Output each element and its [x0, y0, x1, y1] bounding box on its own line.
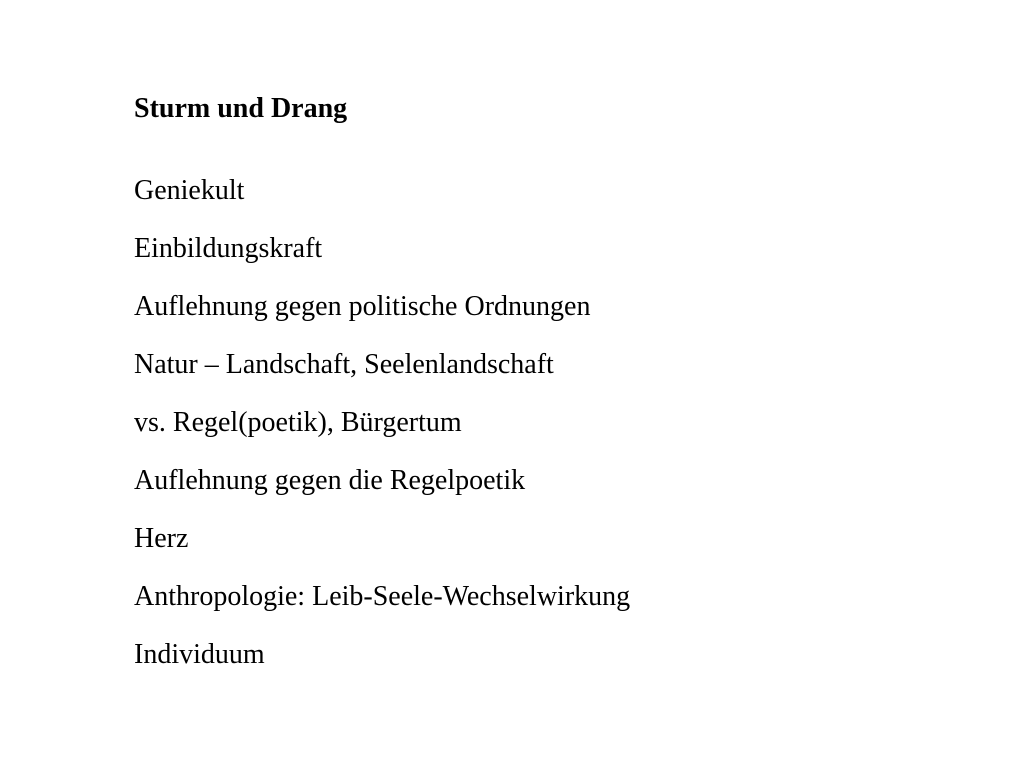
term-geniekult: Geniekult: [134, 175, 245, 206]
term-regelpoetik-buergertum: vs. Regel(poetik), Bürgertum: [134, 407, 462, 438]
term-natur-landschaft: Natur – Landschaft, Seelenlandschaft: [134, 349, 554, 380]
term-list: [134, 173, 630, 695]
term-individuum: Individuum: [134, 639, 265, 670]
term-einbildungskraft: Einbildungskraft: [134, 233, 323, 264]
term-auflehnung-politische-ordnungen: Auflehnung gegen politische Ordnungen: [134, 291, 591, 322]
slide-title: Sturm und Drang: [134, 93, 348, 124]
term-anthropologie: Anthropologie: Leib-Seele-Wechselwirkung: [134, 581, 631, 612]
term-auflehnung-regelpoetik: Auflehnung gegen die Regelpoetik: [134, 465, 526, 496]
term-herz: Herz: [134, 523, 189, 554]
